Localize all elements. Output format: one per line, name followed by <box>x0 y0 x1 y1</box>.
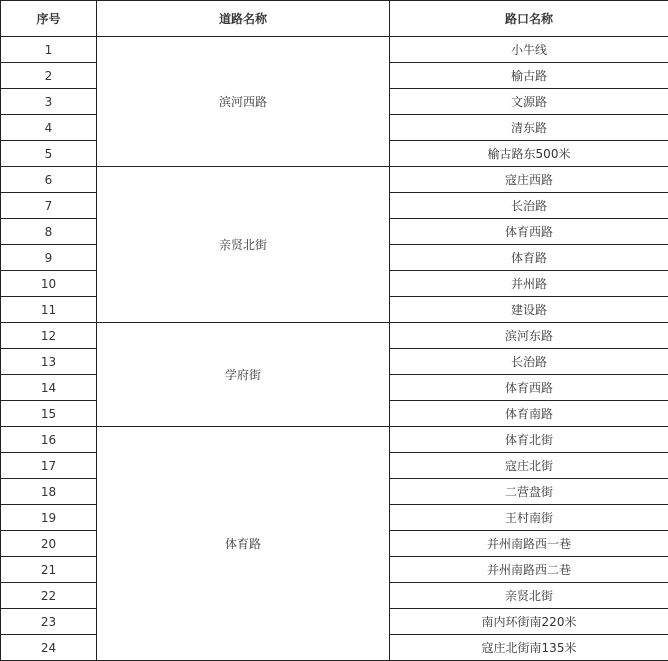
serial-number-cell: 16 <box>1 427 97 453</box>
serial-number-cell: 21 <box>1 557 97 583</box>
intersection-name-cell: 寇庄北街南135米 <box>390 635 668 661</box>
intersection-name-cell: 滨河东路 <box>390 323 668 349</box>
serial-number-cell: 15 <box>1 401 97 427</box>
intersection-name-cell: 体育西路 <box>390 375 668 401</box>
intersection-name-cell: 寇庄北街 <box>390 453 668 479</box>
serial-number-cell: 23 <box>1 609 97 635</box>
serial-number-cell: 17 <box>1 453 97 479</box>
serial-number-cell: 4 <box>1 115 97 141</box>
serial-number-cell: 1 <box>1 37 97 63</box>
serial-number-cell: 3 <box>1 89 97 115</box>
serial-number-cell: 8 <box>1 219 97 245</box>
road-name-cell: 体育路 <box>97 427 390 661</box>
serial-number-cell: 19 <box>1 505 97 531</box>
intersection-name-cell: 长治路 <box>390 349 668 375</box>
intersection-name-cell: 亲贤北街 <box>390 583 668 609</box>
serial-number-cell: 11 <box>1 297 97 323</box>
header-row <box>1 1 668 37</box>
road-name-cell: 亲贤北街 <box>97 167 390 323</box>
header-intersection-name: 路口名称 <box>390 1 668 37</box>
serial-number-cell: 9 <box>1 245 97 271</box>
intersection-name-cell: 长治路 <box>390 193 668 219</box>
serial-number-cell: 22 <box>1 583 97 609</box>
serial-number-cell: 24 <box>1 635 97 661</box>
intersection-name-cell: 体育西路 <box>390 219 668 245</box>
intersection-name-cell: 文源路 <box>390 89 668 115</box>
intersection-name-cell: 清东路 <box>390 115 668 141</box>
intersection-name-cell: 并州南路西一巷 <box>390 531 668 557</box>
intersection-name-cell: 南内环街南220米 <box>390 609 668 635</box>
serial-number-cell: 12 <box>1 323 97 349</box>
table-row <box>1 167 668 193</box>
serial-number-cell: 7 <box>1 193 97 219</box>
intersection-name-cell: 并州南路西二巷 <box>390 557 668 583</box>
intersection-name-cell: 并州路 <box>390 271 668 297</box>
header-road-name: 道路名称 <box>97 1 390 37</box>
serial-number-cell: 2 <box>1 63 97 89</box>
road-name-cell: 学府街 <box>97 323 390 427</box>
intersection-name-cell: 小牛线 <box>390 37 668 63</box>
serial-number-cell: 20 <box>1 531 97 557</box>
intersection-name-cell: 王村南街 <box>390 505 668 531</box>
serial-number-cell: 18 <box>1 479 97 505</box>
serial-number-cell: 14 <box>1 375 97 401</box>
serial-number-cell: 6 <box>1 167 97 193</box>
intersection-name-cell: 体育路 <box>390 245 668 271</box>
intersection-name-cell: 建设路 <box>390 297 668 323</box>
intersection-name-cell: 二营盘街 <box>390 479 668 505</box>
intersection-name-cell: 体育北街 <box>390 427 668 453</box>
serial-number-cell: 5 <box>1 141 97 167</box>
intersection-name-cell: 寇庄西路 <box>390 167 668 193</box>
table-row <box>1 427 668 453</box>
intersection-name-cell: 榆古路 <box>390 63 668 89</box>
table-row <box>1 37 668 63</box>
intersection-name-cell: 体育南路 <box>390 401 668 427</box>
serial-number-cell: 10 <box>1 271 97 297</box>
road-name-cell: 滨河西路 <box>97 37 390 167</box>
intersection-name-cell: 榆古路东500米 <box>390 141 668 167</box>
header-serial-number: 序号 <box>1 1 97 37</box>
table-row <box>1 323 668 349</box>
serial-number-cell: 13 <box>1 349 97 375</box>
